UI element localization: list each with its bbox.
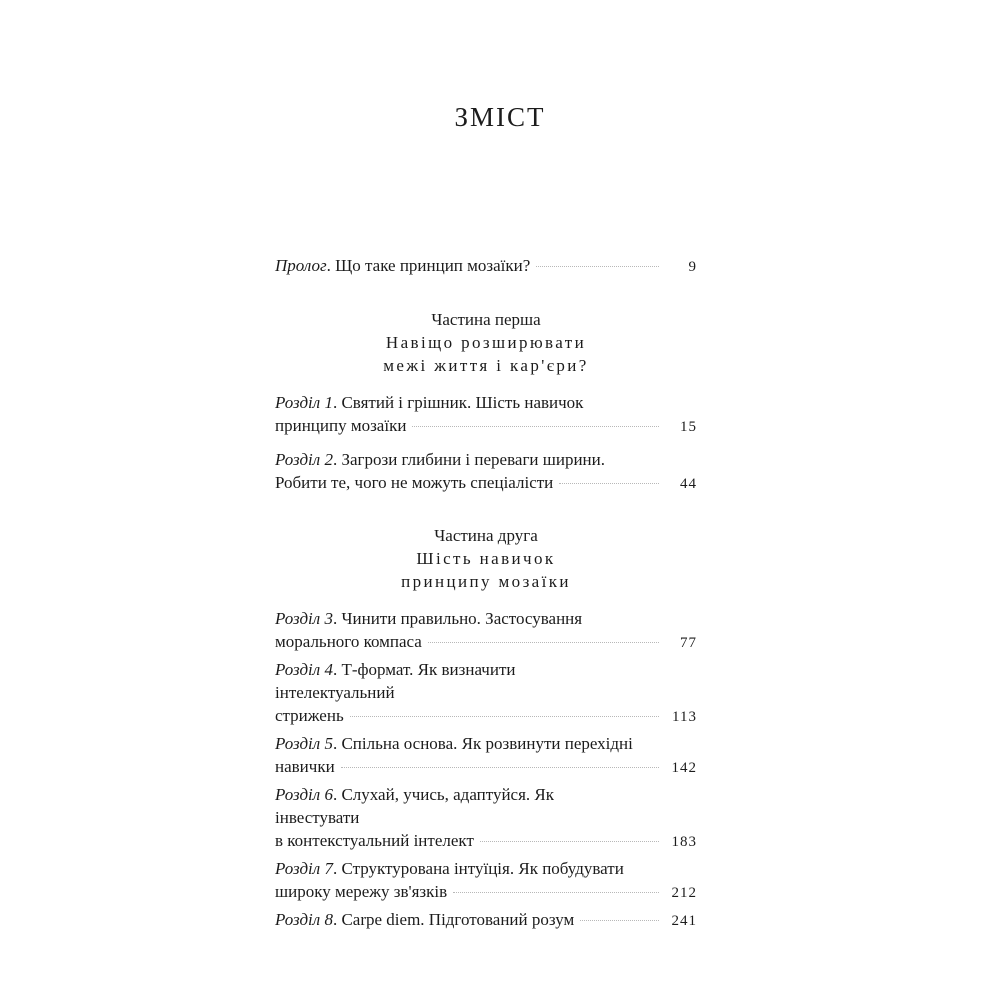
entry-title: . Спільна основа. Як розвинути перехідні	[332, 734, 633, 753]
part-heading	[275, 308, 697, 377]
page-number: 44	[680, 476, 697, 492]
page-number: 77	[680, 635, 697, 651]
page-number: 142	[671, 760, 697, 776]
entry-title-continued: стрижень	[275, 706, 344, 725]
toc-entry-chapter[interactable]	[275, 783, 697, 854]
dot-leader	[428, 642, 659, 643]
dot-leader	[341, 767, 659, 768]
entry-label: Пролог	[275, 256, 327, 275]
page-number: 9	[688, 259, 697, 275]
entry-title: . Структурована інтуїція. Як побудувати	[332, 859, 624, 878]
toc-entry-chapter[interactable]	[275, 732, 697, 780]
entry-title-continued: Робити те, чого не можуть спеціалісти	[275, 473, 554, 492]
entry-title: . Святий і грішник. Шість навичок	[332, 393, 584, 412]
toc-entry-chapter[interactable]	[275, 857, 697, 905]
toc-entry-prologue[interactable]	[275, 254, 697, 279]
dot-leader	[350, 716, 659, 717]
page-number: 241	[671, 913, 697, 929]
entry-title: . Слухай, учись, адаптуйся. Як інвестувати	[275, 785, 555, 827]
dot-leader	[536, 266, 659, 267]
page-number: 113	[672, 709, 697, 725]
part-title-line: межі життя і кар'єри?	[383, 356, 589, 375]
entry-title-continued: морального компаса	[275, 632, 422, 651]
toc-entry-chapter[interactable]	[275, 658, 697, 729]
entry-title: . Т-формат. Як визначити інтелектуальний	[275, 660, 516, 702]
entry-label: Розділ 7	[275, 859, 333, 878]
part-title-line: Шість навичок	[416, 549, 556, 568]
toc-title: ЗМІСТ	[454, 102, 546, 132]
page-number: 212	[671, 885, 697, 901]
entry-label: Розділ 4	[275, 660, 333, 679]
entry-text	[275, 254, 530, 277]
dot-leader	[559, 483, 659, 484]
part-title-line: принципу мозаїки	[401, 572, 571, 591]
entry-title: . Carpe diem. Підготований розум	[332, 910, 575, 929]
part-title-line: Навіщо розширювати	[385, 333, 587, 352]
entry-label: Розділ 8	[275, 910, 333, 929]
entry-title-continued: принципу мозаїки	[275, 416, 407, 435]
toc-entry-chapter[interactable]	[275, 391, 697, 439]
toc-entry-chapter[interactable]	[275, 448, 697, 496]
dot-leader	[480, 841, 659, 842]
entry-title-continued: широку мережу зв'язків	[275, 882, 448, 901]
page-number: 15	[680, 419, 697, 435]
entry-title: . Чинити правильно. Застосування	[332, 609, 583, 628]
entry-label: Розділ 3	[275, 609, 333, 628]
dot-leader	[412, 426, 659, 427]
dot-leader	[453, 892, 659, 893]
entry-label: Розділ 1	[275, 393, 333, 412]
part-label: Частина перша	[431, 310, 541, 329]
entry-title-continued: навички	[275, 757, 335, 776]
entry-label: Розділ 2	[275, 450, 333, 469]
page-number: 183	[671, 834, 697, 850]
entry-title: . Загрози глибини і переваги ширини.	[332, 450, 605, 469]
part-heading	[275, 524, 697, 593]
entry-label: Розділ 6	[275, 785, 333, 804]
dot-leader	[580, 920, 659, 921]
toc-entry-chapter[interactable]	[275, 607, 697, 655]
table-of-contents	[275, 254, 697, 933]
entry-title-continued: в контекстуальний інтелект	[275, 831, 474, 850]
entry-label: Розділ 5	[275, 734, 333, 753]
toc-entry-chapter[interactable]	[275, 908, 697, 933]
part-label: Частина друга	[434, 526, 538, 545]
entry-title: . Що таке принцип мозаїки?	[326, 256, 531, 275]
